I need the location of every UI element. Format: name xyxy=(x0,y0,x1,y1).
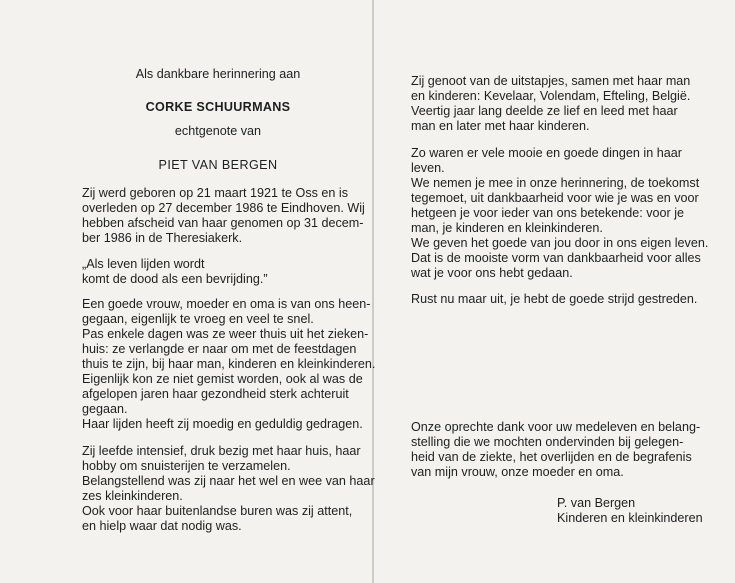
text-line: gegaan, eigenlijk te vroeg en veel te snel. xyxy=(82,312,314,326)
spouse-name: PIET VAN BERGEN xyxy=(158,158,278,172)
bio-line: ber 1986 in de Theresiakerk. xyxy=(82,231,243,245)
bio-line: Zij werd geboren op 21 maart 1921 te Oss en is xyxy=(82,186,349,200)
text-line: tegemoet, uit dankbaarheid voor wie je was en voor xyxy=(411,191,699,205)
thanks-line: Onze oprechte dank voor uw medeleven en belang- xyxy=(411,420,701,434)
text-line: zes kleinkinderen. xyxy=(82,489,183,503)
text-line: hetgeen je voor ieder van ons betekende: voor je xyxy=(411,206,685,220)
thanks-line: stelling die we mochten ondervinden bij gelegen- xyxy=(411,435,684,449)
signature-name: P. van Bergen xyxy=(557,496,636,510)
deceased-name: CORKE SCHUURMANS xyxy=(145,100,291,114)
intro-line: Als dankbare herinnering aan xyxy=(135,67,301,81)
closing-line: Rust nu maar uit, je hebt de goede strijd gestreden. xyxy=(411,292,698,306)
text-line: Zij leefde intensief, druk bezig met haar huis, haar xyxy=(82,444,361,458)
text-line: thuis te zijn, bij haar man, kinderen en kleinkinderen. xyxy=(82,357,376,371)
quote-line: komt de dood als een bevrijding.” xyxy=(82,272,268,286)
signature-family: Kinderen en kleinkinderen xyxy=(557,511,703,525)
text-line: hobby om snuisterijen te verzamelen. xyxy=(82,459,291,473)
text-line: man, je kinderen en kleinkinderen. xyxy=(411,221,603,235)
text-line: gegaan. xyxy=(82,402,128,416)
text-line: Een goede vrouw, moeder en oma is van ons heen- xyxy=(82,297,371,311)
text-line: huis: ze verlangde er naar om met de feestdagen xyxy=(82,342,357,356)
bio-line: hebben afscheid van haar genomen op 31 decem- xyxy=(82,216,364,230)
text-line: afgelopen jaren haar gezondheid sterk achteruit xyxy=(82,387,349,401)
text-line: Belangstellend was zij naar het wel en wee van haar xyxy=(82,474,375,488)
text-line: wat je voor ons hebt gedaan. xyxy=(411,266,573,280)
text-line: en kinderen: Kevelaar, Volendam, Efteling, België. xyxy=(411,89,691,103)
text-line: Haar lijden heeft zij moedig en geduldig gedragen. xyxy=(82,417,363,431)
text-line: We nemen je mee in onze herinnering, de toekomst xyxy=(411,176,700,190)
text-line: We geven het goede van jou door in ons eigen leven. xyxy=(411,236,709,250)
text-line: Zij genoot van de uitstapjes, samen met haar man xyxy=(411,74,691,88)
thanks-line: heid van de ziekte, het overlijden en de begrafenis xyxy=(411,450,692,464)
text-line: Zo waren er vele mooie en goede dingen in haar xyxy=(411,146,682,160)
text-line: leven. xyxy=(411,161,445,175)
text-line: Ook voor haar buitenlandse buren was zij attent, xyxy=(82,504,353,518)
text-line: Eigenlijk kon ze niet gemist worden, ook al was de xyxy=(82,372,363,386)
relation-line: echtgenote van xyxy=(174,124,262,138)
text-line: Pas enkele dagen was ze weer thuis uit het zieken- xyxy=(82,327,369,341)
text-line: Veertig jaar lang deelde ze lief en leed met haar xyxy=(411,104,678,118)
quote-line: „Als leven lijden wordt xyxy=(82,257,205,271)
bio-line: overleden op 27 december 1986 te Eindhoven. Wij xyxy=(82,201,365,215)
text-line: en hielp waar dat nodig was. xyxy=(82,519,242,533)
text-line: man en later met haar kinderen. xyxy=(411,119,590,133)
card-fold-divider xyxy=(372,0,374,583)
thanks-line: van mijn vrouw, onze moeder en oma. xyxy=(411,465,624,479)
text-line: Dat is de mooiste vorm van dankbaarheid voor alles xyxy=(411,251,701,265)
